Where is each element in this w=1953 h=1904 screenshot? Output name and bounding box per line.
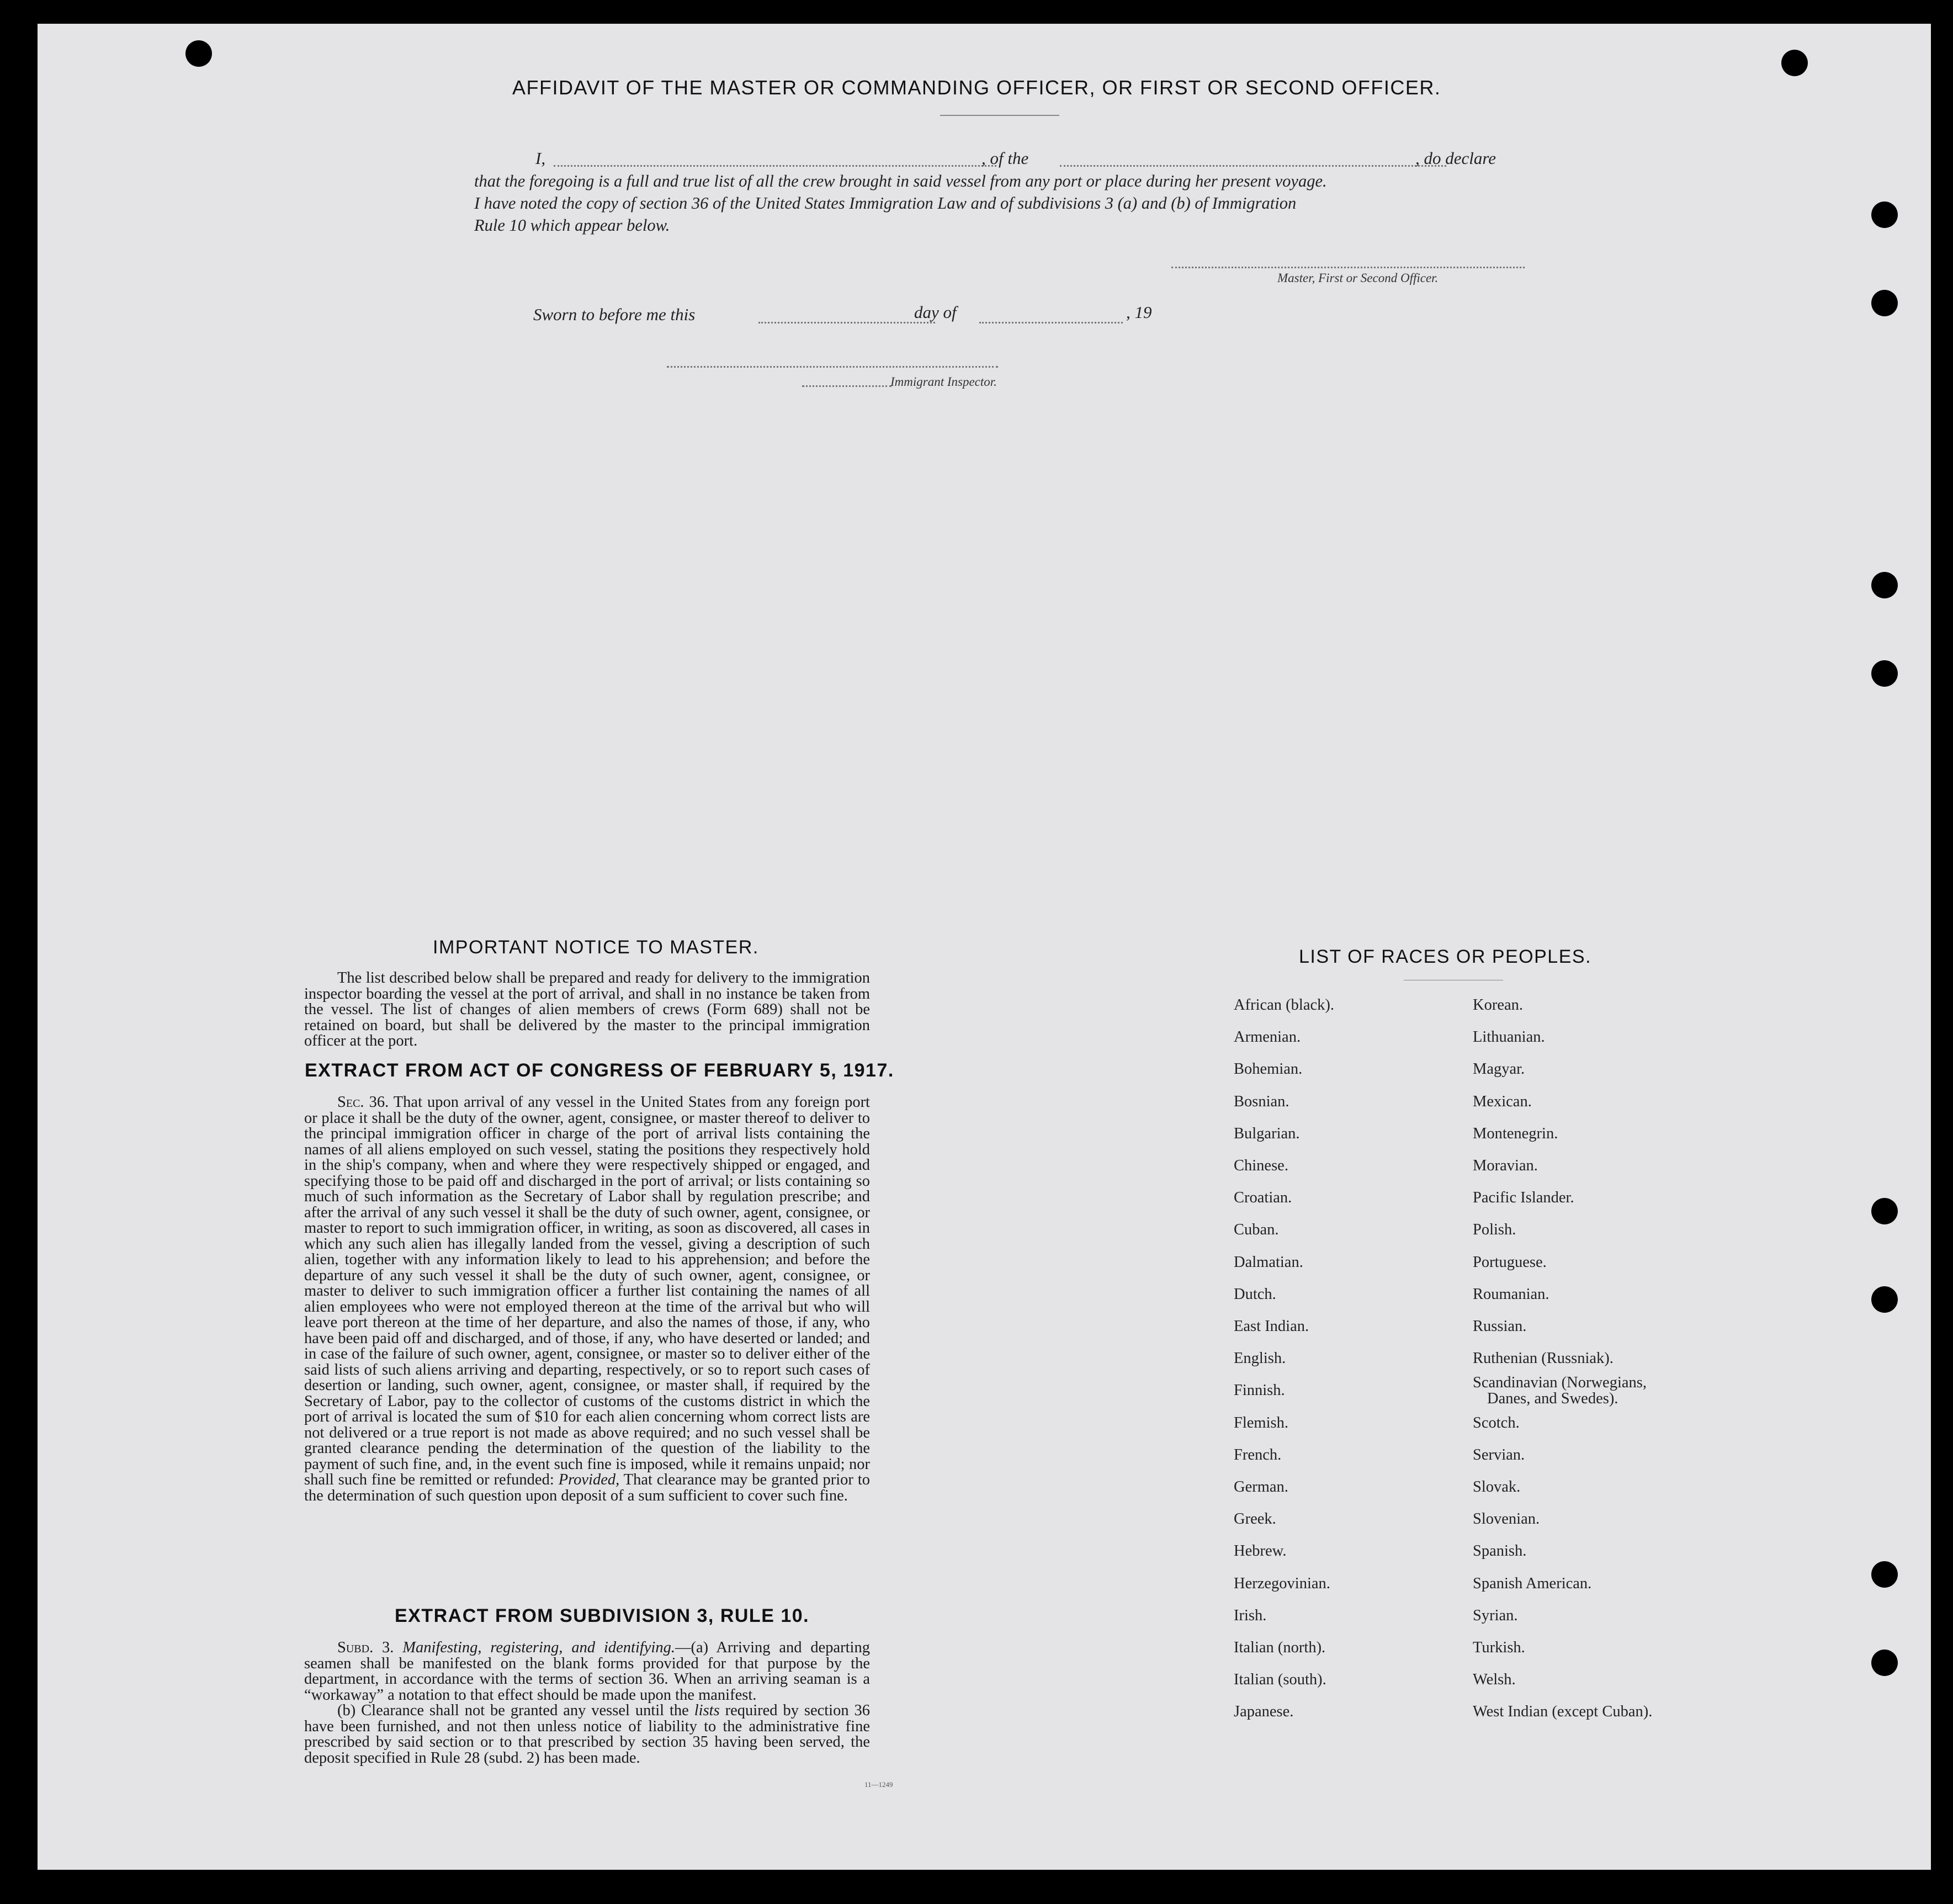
race-item: Flemish. xyxy=(1234,1414,1288,1431)
affidavit-of-the-label: , of the xyxy=(981,148,1029,168)
para-a-label: —(a) xyxy=(675,1639,709,1656)
race-item: Polish. xyxy=(1473,1221,1516,1239)
notice-text-content: The list described below shall be prepared and ready for delivery to the immigration inspector boarding the vessel at the port of arrival, and shall in no instance be taken from the vessel. The list of changes of alien members of crews (Form 689) shall not be retained on board, but shall be delivered by the master to the principal immigration officer at the port. xyxy=(304,969,870,1049)
inspector-caption: Immigrant Inspector. xyxy=(890,375,997,389)
punch-hole xyxy=(1871,1561,1898,1588)
race-item: Japanese. xyxy=(1234,1703,1294,1721)
race-item: Montenegrin. xyxy=(1473,1125,1558,1142)
para-b-text-1: Clearance shall not be granted any vessel until the xyxy=(361,1702,689,1719)
race-item: Hebrew. xyxy=(1234,1542,1287,1560)
race-item: Scandinavian (Norwegians, xyxy=(1473,1374,1647,1392)
race-item: Finnish. xyxy=(1234,1382,1285,1399)
punch-hole xyxy=(1871,201,1898,228)
race-item: Italian (north). xyxy=(1234,1639,1326,1656)
race-item: Irish. xyxy=(1234,1606,1267,1624)
race-item: Spanish American. xyxy=(1473,1574,1592,1592)
rule-extract-title: EXTRACT FROM SUBDIVISION 3, RULE 10. xyxy=(395,1605,810,1626)
inspector-signature-line-2 xyxy=(802,385,891,387)
race-item: Spanish. xyxy=(1473,1542,1527,1560)
race-item: Bosnian. xyxy=(1234,1092,1289,1110)
race-item: Servian. xyxy=(1473,1446,1525,1463)
race-item: West Indian (except Cuban). xyxy=(1473,1703,1653,1721)
provided-word: Provided, xyxy=(558,1471,620,1488)
sworn-day-field[interactable] xyxy=(758,322,935,323)
race-item: German. xyxy=(1234,1478,1288,1495)
inspector-signature-line[interactable] xyxy=(667,366,998,368)
subd-label: Subd. 3. xyxy=(337,1639,394,1656)
sworn-label: Sworn to before me this xyxy=(533,305,696,324)
affidavit-do-declare-label: , do declare xyxy=(1415,148,1496,168)
race-item: Magyar. xyxy=(1473,1060,1525,1078)
race-item: East Indian. xyxy=(1234,1318,1309,1335)
vessel-field[interactable] xyxy=(1060,165,1446,167)
punch-hole xyxy=(185,40,212,67)
notice-text xyxy=(304,970,870,1049)
race-item: Cuban. xyxy=(1234,1221,1279,1239)
title-rule xyxy=(940,115,1059,116)
officer-signature-caption: Master, First or Second Officer. xyxy=(1277,271,1439,285)
race-item: Ruthenian (Russniak). xyxy=(1473,1350,1614,1367)
document-page xyxy=(38,24,1931,1870)
race-item: Syrian. xyxy=(1473,1606,1518,1624)
race-item: Slovak. xyxy=(1473,1478,1521,1495)
day-of-label: day of xyxy=(914,303,957,322)
affidavit-line-4: Rule 10 which appear below. xyxy=(474,216,670,235)
notice-title: IMPORTANT NOTICE TO MASTER. xyxy=(433,937,759,958)
name-field[interactable] xyxy=(554,165,996,167)
punch-hole xyxy=(1871,572,1898,598)
subd-heading: Manifesting, registering, and identifying. xyxy=(402,1639,675,1656)
sworn-month-field[interactable] xyxy=(979,322,1123,323)
race-item: Herzegovinian. xyxy=(1234,1574,1330,1592)
race-item: Bulgarian. xyxy=(1234,1125,1300,1142)
race-item: Bohemian. xyxy=(1234,1060,1303,1078)
race-item: Chinese. xyxy=(1234,1157,1288,1174)
para-b-label: (b) xyxy=(337,1702,356,1719)
race-item: Moravian. xyxy=(1473,1157,1538,1174)
race-item: Slovenian. xyxy=(1473,1510,1540,1528)
race-item: Welsh. xyxy=(1473,1671,1516,1689)
race-item: Croatian. xyxy=(1234,1189,1292,1207)
para-a-text: Arriving and departing seamen shall be manifested on the blank forms provided for that purpose by the department, in accordance with the terms of section 36. When an arriving seaman is a “workaway” a notation to that effect should be made upon the manifest. xyxy=(304,1639,870,1704)
affidavit-i-label: I, xyxy=(535,148,546,168)
affidavit-line-3: I have noted the copy of section 36 of the United States Immigration Law and of subdivisions 3 (a) and (b) of Immigration xyxy=(474,194,1297,213)
race-item: Portuguese. xyxy=(1473,1253,1547,1271)
race-item: French. xyxy=(1234,1446,1282,1463)
year-label: , 19 xyxy=(1126,303,1152,322)
race-item: Danes, and Swedes). xyxy=(1487,1390,1618,1407)
affidavit-title: AFFIDAVIT OF THE MASTER OR COMMANDING OFFICER, OR FIRST OR SECOND OFFICER. xyxy=(512,76,1441,99)
punch-hole xyxy=(1781,50,1808,76)
race-item: Russian. xyxy=(1473,1318,1527,1335)
act-extract-text xyxy=(304,1095,870,1504)
act-text-content: That upon arrival of any vessel in the United States from any foreign port or place it shall be the duty of the owner, agent, consignee, or master thereof to deliver to the principal immigration officer in charge of the port of arrival lists containing the names of all aliens employed on such vessel, stating the positions they respectively hold in the ship's company, when and where they were respectively shipped or engaged, and specifying those to be paid off and discharged in the port of arrival; or lists containing so much of such information as the Secretary of Labor shall by regulation prescribe; and after the arrival of any such vessel it shall be the duty of such owner, agent, consignee, or master to report to such immigration officer, in writing, as soon as discovered, all cases in which any such alien has illegally landed from the vessel, giving a description of such alien, together with any information likely to lead to his apprehension; and before the departure of any such vessel it shall be the duty of such owner, agent, consignee, or master to deliver to such immigration officer a further list containing the names of all alien employees who were not employed thereon at the time of the arrival but who will leave port thereon at the time of her departure, and also the names of those, if any, who have been paid off and discharged, and of those, if any, who have deserted or landed; and in case of the failure of such owner, agent, consignee, or master so to deliver either of the said lists of such aliens arriving and departing, respectively, or so to report such cases of desertion or landing, such owner, agent, consignee, or master shall, if required by the Secretary of Labor, pay to the collector of customs of the customs district in which the port of arrival is located the sum of $10 for each alien concerning whom correct lists are not delivered or a true report is not made as above required; and no such vessel shall be granted clearance pending the determination of the question of the liability to the payment of such fine, and, in the event such fine is imposed, while it remains unpaid; nor shall such fine be remitted or refunded: xyxy=(304,1094,870,1488)
race-item: Lithuanian. xyxy=(1473,1028,1545,1046)
race-item: Dutch. xyxy=(1234,1285,1276,1303)
race-item: Turkish. xyxy=(1473,1639,1525,1656)
affidavit-line-2: that the foregoing is a full and true list of all the crew brought in said vessel from any port or place during her present voyage. xyxy=(474,172,1327,190)
race-item: Italian (south). xyxy=(1234,1671,1326,1689)
para-b-lists: lists xyxy=(694,1702,720,1719)
punch-hole xyxy=(1871,1198,1898,1224)
race-item: Pacific Islander. xyxy=(1473,1189,1574,1207)
print-code: 11—1249 xyxy=(864,1780,893,1789)
section-label: Sec. 36. xyxy=(337,1094,389,1111)
race-item: English. xyxy=(1234,1350,1286,1367)
punch-hole xyxy=(1871,1286,1898,1313)
act-text-end: That clearance may be granted prior to the determination of such question upon deposit of a sum sufficient to cover such fine. xyxy=(304,1471,870,1504)
punch-hole xyxy=(1871,660,1898,687)
race-item: Mexican. xyxy=(1473,1092,1532,1110)
races-title: LIST OF RACES OR PEOPLES. xyxy=(1299,946,1592,967)
race-item: Greek. xyxy=(1234,1510,1276,1528)
race-item: Korean. xyxy=(1473,996,1523,1014)
race-item: African (black). xyxy=(1234,996,1334,1014)
act-extract-title: EXTRACT FROM ACT OF CONGRESS OF FEBRUARY 5, 1917. xyxy=(305,1060,894,1081)
rule-extract-text xyxy=(304,1640,870,1766)
punch-hole xyxy=(1871,290,1898,316)
race-item: Armenian. xyxy=(1234,1028,1301,1046)
race-item: Dalmatian. xyxy=(1234,1253,1303,1271)
race-item: Scotch. xyxy=(1473,1414,1520,1431)
officer-signature-line[interactable] xyxy=(1171,267,1525,268)
punch-hole xyxy=(1871,1650,1898,1676)
race-item: Roumanian. xyxy=(1473,1285,1549,1303)
para-b-text-2: required by section 36 have been furnished, and not then unless notice of liability to the administrative fine prescribed by said section or to that prescribed by section 35 having been served, the deposit specified in Rule 28 (subd. 2) has been made. xyxy=(304,1702,871,1767)
